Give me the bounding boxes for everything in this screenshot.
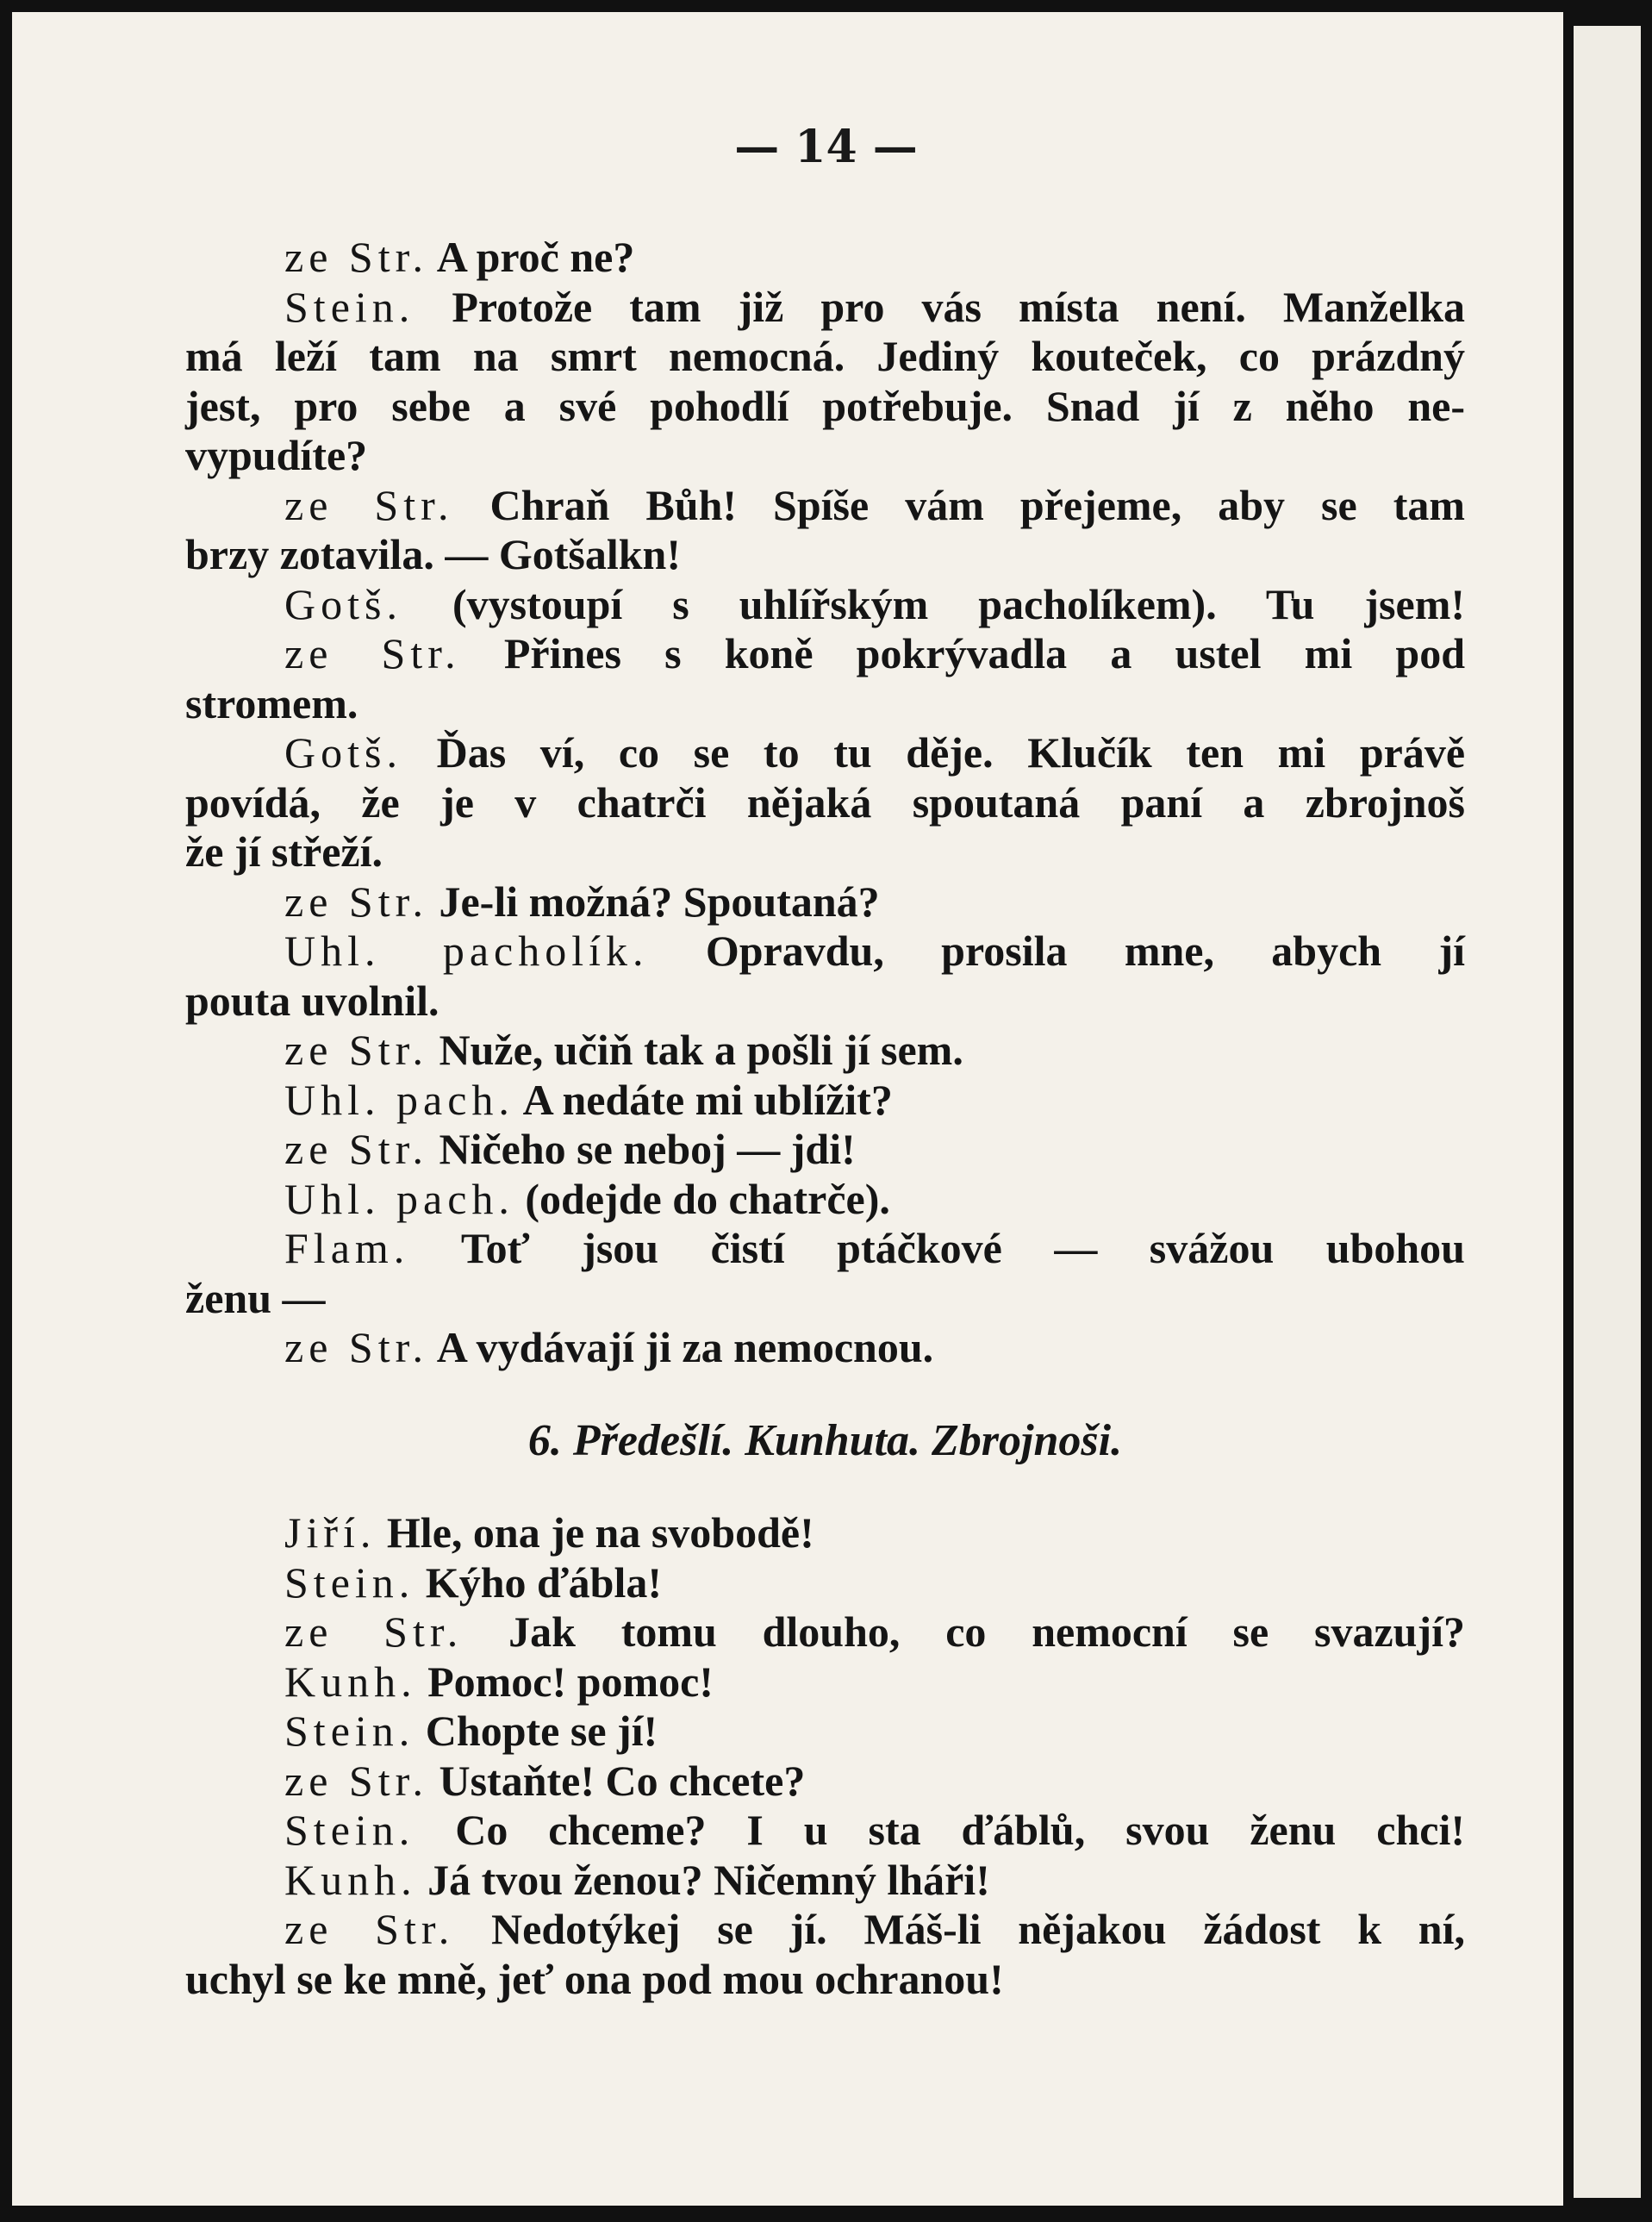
- line-text: uchyl se ke mně, jeť ona pod mou ochranou!: [185, 1954, 1004, 2003]
- line-text: A proč ne?: [436, 233, 635, 281]
- line-text: Chraň Bůh! Spíše vám přejeme, aby se tam: [489, 480, 1465, 529]
- line-text: Já tvou ženou? Ničemný lháři!: [427, 1855, 990, 1904]
- dialogue-line: [185, 1125, 1465, 1175]
- dialogue-line: [185, 679, 1465, 729]
- dialogue-line: [185, 1607, 1465, 1657]
- dialogue-line: [185, 927, 1465, 977]
- line-text: pouta uvolnil.: [185, 976, 439, 1025]
- line-text: Ustaňte! Co chcete?: [439, 1756, 806, 1805]
- line-text: Ďas ví, co se to tu děje. Klučík ten mi právě: [436, 728, 1466, 777]
- line-text: Pomoc! pomoc!: [427, 1657, 714, 1706]
- dialogue-line: [185, 1905, 1465, 1955]
- line-text: stromem.: [185, 678, 358, 727]
- dialogue-line: [185, 1806, 1465, 1856]
- dialogue-line: [185, 877, 1465, 927]
- line-text: A nedáte mi ublížit?: [522, 1075, 893, 1124]
- speaker-name: Kunh.: [284, 1657, 417, 1706]
- dialogue-line: [185, 1323, 1465, 1373]
- line-text: Je-li možná? Spoutaná?: [439, 877, 880, 926]
- line-text: má leží tam na smrt nemocná. Jediný koutеček, co prázdný: [185, 332, 1465, 380]
- dialogue-line: [185, 283, 1465, 333]
- dialogue-line: [185, 1224, 1465, 1274]
- dialogue-line: [185, 1955, 1465, 2005]
- line-text: Kýho ďábla!: [425, 1557, 663, 1607]
- speaker-name: ze Str.: [284, 233, 428, 281]
- speaker-name: Gotš.: [284, 728, 402, 777]
- line-text: (odejde do chatrče).: [525, 1174, 890, 1223]
- page-body: [185, 233, 1465, 2004]
- dialogue-line: [185, 977, 1465, 1027]
- speaker-name: Kunh.: [284, 1855, 417, 1904]
- speaker-name: Uhl. pach.: [284, 1075, 514, 1124]
- dialogue-line: [185, 1856, 1465, 1906]
- line-text: Jak tomu dlouho, co nemocní se svazují?: [508, 1607, 1466, 1656]
- dialogue-line: [185, 481, 1465, 531]
- dialogue-line: [185, 1508, 1465, 1558]
- dialogue-line: [185, 233, 1465, 283]
- line-text: vypudíte?: [185, 431, 368, 479]
- adjacent-page-edge: [1574, 26, 1641, 2198]
- dialogue-line: [185, 1707, 1465, 1757]
- line-text: Ničeho se neboj — jdi!: [439, 1125, 856, 1173]
- speaker-name: Stein.: [284, 282, 415, 331]
- speaker-name: ze Str.: [284, 480, 454, 529]
- page-number: — 14 —: [734, 121, 918, 173]
- speaker-name: ze Str.: [284, 1125, 428, 1173]
- line-text: Nuže, učiň tak a pošli jí sem.: [439, 1026, 963, 1074]
- speaker-name: Stein.: [284, 1806, 415, 1854]
- dialogue-line: [185, 1026, 1465, 1076]
- speaker-name: Gotš.: [284, 579, 402, 628]
- line-text: Nedotýkej se jí. Máš-li nějakou žádost k ní,: [491, 1905, 1465, 1953]
- speaker-name: Stein.: [284, 1707, 415, 1755]
- line-text: Hle, ona je na svobodě!: [386, 1508, 814, 1557]
- dialogue-line: [185, 1558, 1465, 1608]
- line-text: Chopte se jí!: [425, 1707, 658, 1755]
- line-text: že jí střeží.: [185, 827, 383, 876]
- dialogue-line: [185, 580, 1465, 630]
- speaker-name: ze Str.: [284, 1756, 428, 1805]
- dialogue-part-2: [185, 1508, 1465, 2004]
- line-text: brzy zotavila. — Gotšalkn!: [185, 530, 681, 578]
- dialogue-line: [185, 382, 1465, 432]
- line-text: Opravdu, prosila mne, abych jí: [705, 927, 1465, 975]
- dialogue-line: [185, 778, 1465, 828]
- line-text: A vydávají ji za nemocnou.: [436, 1323, 934, 1371]
- speaker-name: Uhl. pacholík.: [284, 927, 649, 975]
- line-text: Přines s koně pokrývadla a ustel mi pod: [503, 629, 1466, 677]
- dialogue-line: [185, 1274, 1465, 1324]
- speaker-name: ze Str.: [284, 1323, 428, 1371]
- scene-heading: 6. Předešlí. Kunhuta. Zbrojnoši.: [527, 1415, 1123, 1465]
- speaker-name: ze Str.: [284, 1905, 455, 1953]
- line-text: ženu —: [185, 1273, 326, 1322]
- line-text: jest, pro sebe a své pohodlí potřebuje. Snad jí z něho ne-: [185, 381, 1465, 430]
- dialogue-line: [185, 530, 1465, 580]
- dialogue-line: [185, 629, 1465, 679]
- speaker-name: ze Str.: [284, 1607, 464, 1656]
- speaker-name: ze Str.: [284, 629, 461, 677]
- speaker-name: ze Str.: [284, 1026, 428, 1074]
- dialogue-line: [185, 332, 1465, 382]
- line-text: (vystoupí s uhlířským pacholíkem). Tu jsem!: [452, 579, 1466, 628]
- dialogue-line: [185, 431, 1465, 481]
- speaker-name: Stein.: [284, 1557, 415, 1607]
- line-text: Co chceme? I u sta ďáblů, svou ženu chci!: [455, 1806, 1466, 1854]
- line-text: Protože tam již pro vás místa není. Manželka: [452, 282, 1466, 331]
- speaker-name: Uhl. pach.: [284, 1174, 514, 1223]
- dialogue-line: [185, 1076, 1465, 1126]
- dialogue-line: [185, 827, 1465, 877]
- line-text: povídá, že je v chatrči nějaká spoutaná paní a zbrojnoš: [185, 777, 1465, 827]
- line-text: Toť jsou čistí ptáčkové — svážou ubohou: [460, 1224, 1465, 1272]
- dialogue-line: [185, 1175, 1465, 1225]
- dialogue-line: [185, 1757, 1465, 1807]
- speaker-name: ze Str.: [284, 877, 428, 926]
- dialogue-part-1: [185, 233, 1465, 1373]
- dialogue-line: [185, 728, 1465, 778]
- speaker-name: Flam.: [284, 1224, 410, 1272]
- dialogue-line: [185, 1657, 1465, 1707]
- speaker-name: Jiří.: [284, 1508, 377, 1557]
